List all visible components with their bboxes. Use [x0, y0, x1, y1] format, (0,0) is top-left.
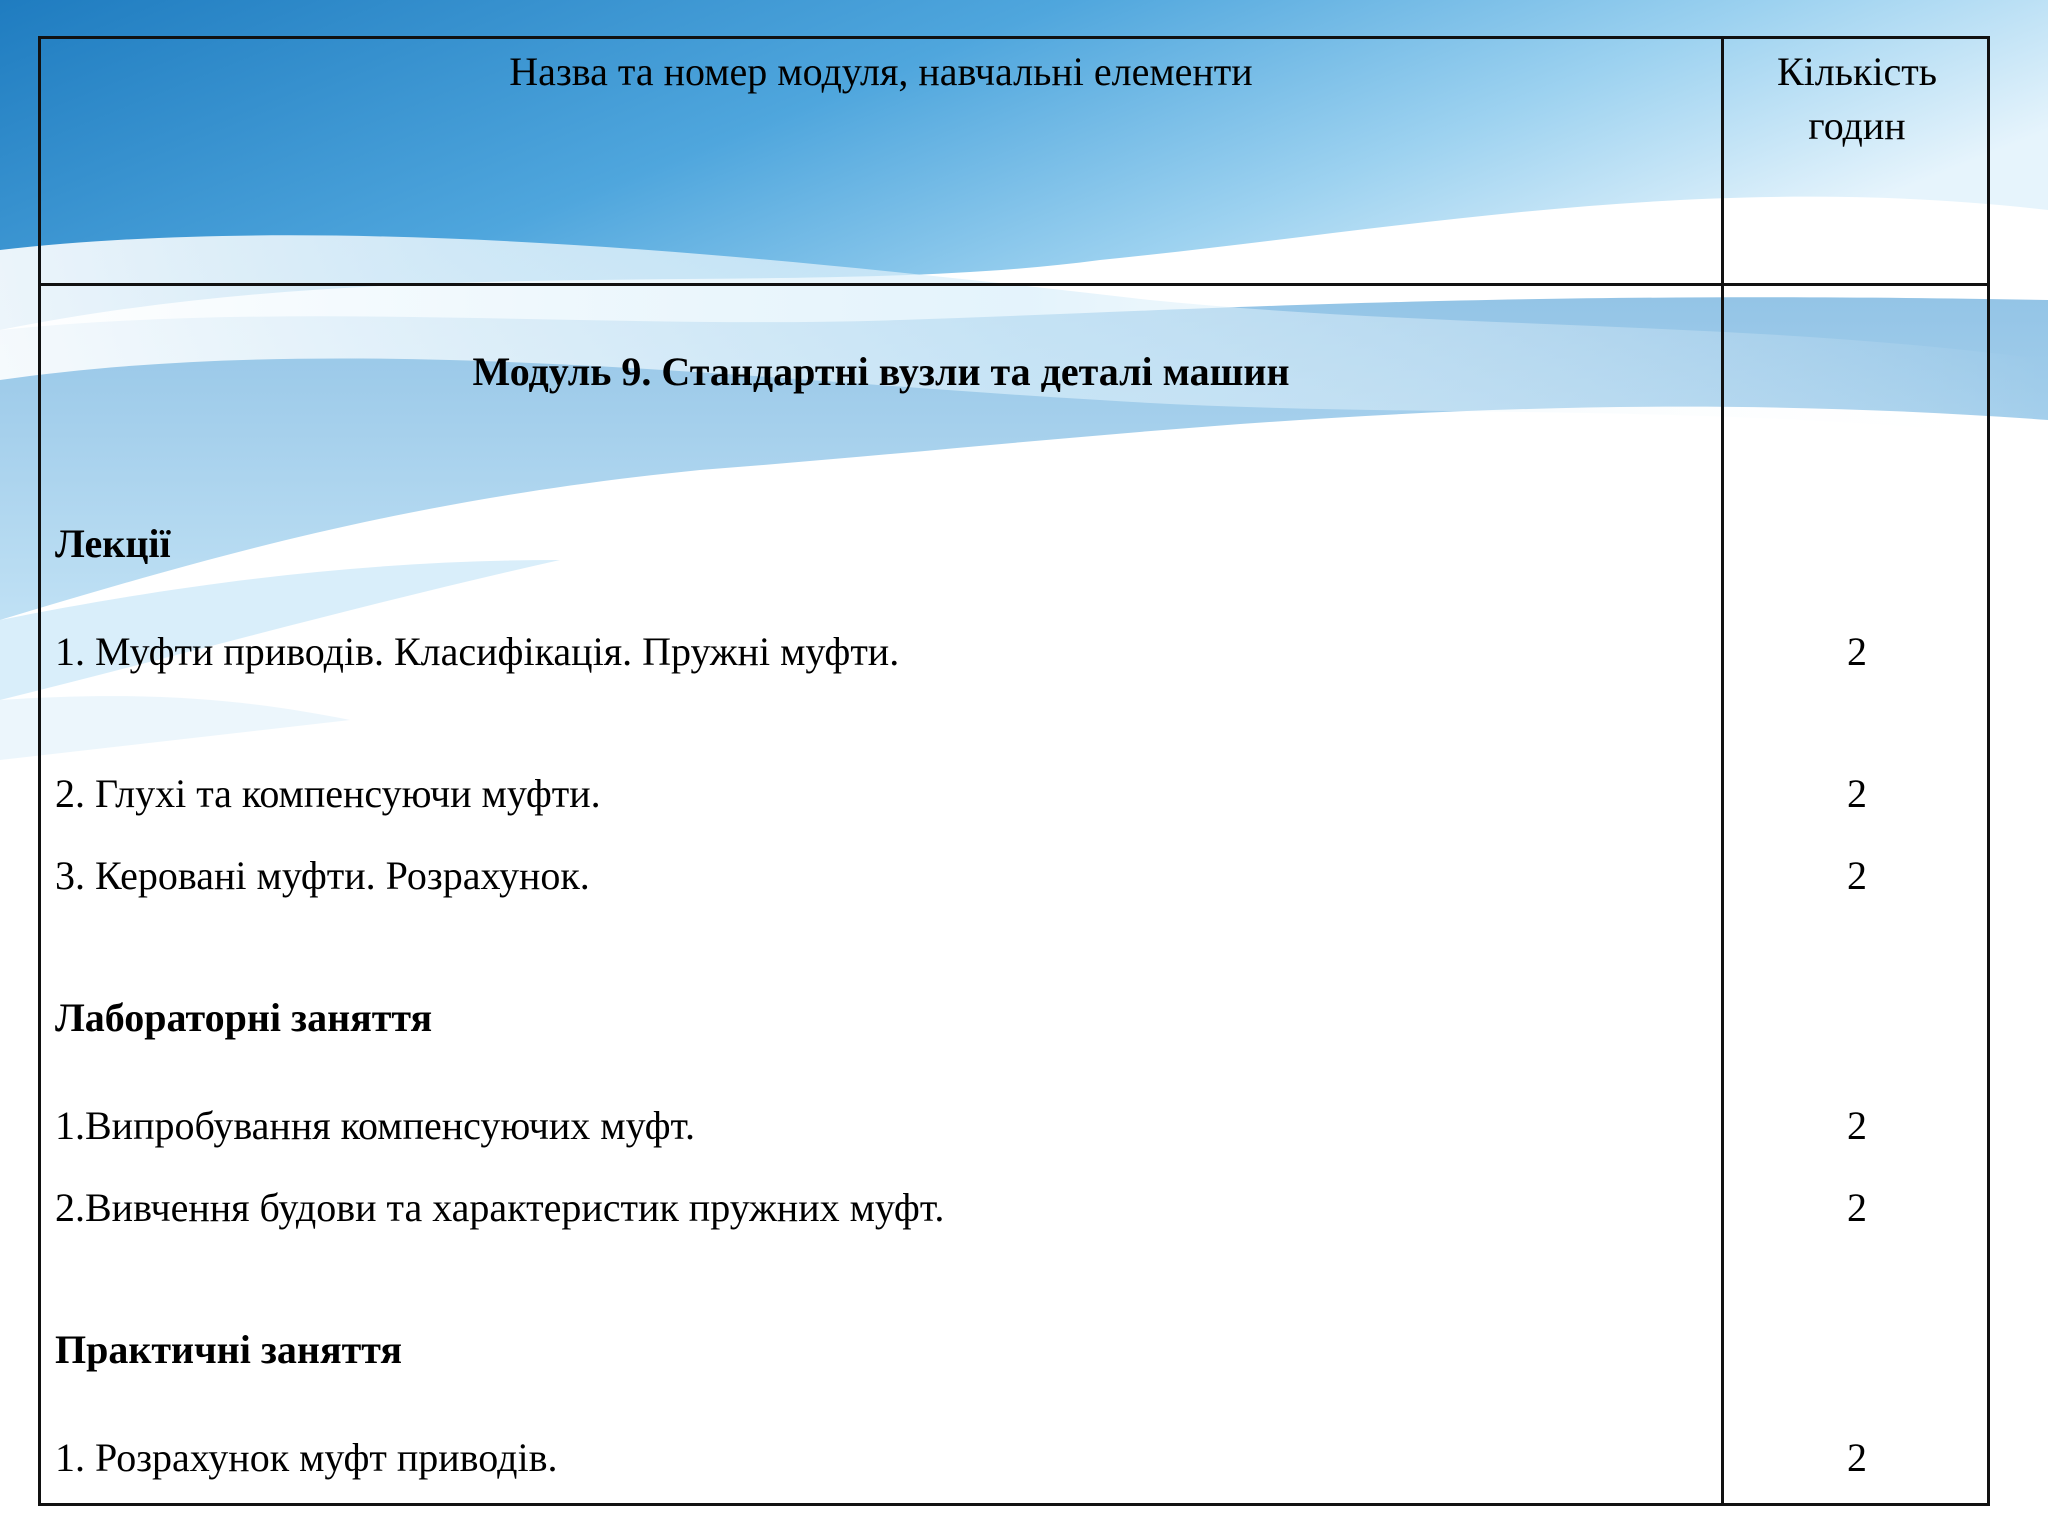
lecture-item-3: 3. Керовані муфти. Розрахунок.: [55, 853, 590, 898]
lecture-item-3-hours: 2: [1847, 853, 1867, 898]
header-row-divider: [41, 283, 1987, 286]
header-hours-column: Кількість годин: [1776, 49, 1938, 148]
lecture-item-1: 1. Муфти приводів. Класифікація. Пружні муфти.: [55, 629, 900, 674]
lab-item-2: 2.Вивчення будови та характеристик пружних муфт.: [55, 1185, 945, 1230]
lecture-item-2-hours: 2: [1847, 771, 1867, 816]
curriculum-table: [38, 36, 1990, 1506]
lab-item-2-hours: 2: [1847, 1185, 1867, 1230]
section-title-labs: Лабораторні заняття: [55, 995, 433, 1040]
lab-item-1-hours: 2: [1847, 1103, 1867, 1148]
lab-item-1: 1.Випробування компенсуючих муфт.: [55, 1103, 695, 1148]
practice-item-1-hours: 2: [1847, 1435, 1867, 1480]
lecture-item-1-hours: 2: [1847, 629, 1867, 674]
section-title-practice: Практичні заняття: [55, 1327, 402, 1372]
practice-item-1: 1. Розрахунок муфт приводів.: [55, 1435, 558, 1480]
lecture-item-2: 2. Глухі та компенсуючи муфти.: [55, 771, 601, 816]
header-name-column: Назва та номер модуля, навчальні елементи: [509, 49, 1253, 94]
section-title-lectures: Лекції: [55, 521, 171, 566]
module-title: Модуль 9. Стандартні вузли та деталі машин: [472, 349, 1290, 394]
